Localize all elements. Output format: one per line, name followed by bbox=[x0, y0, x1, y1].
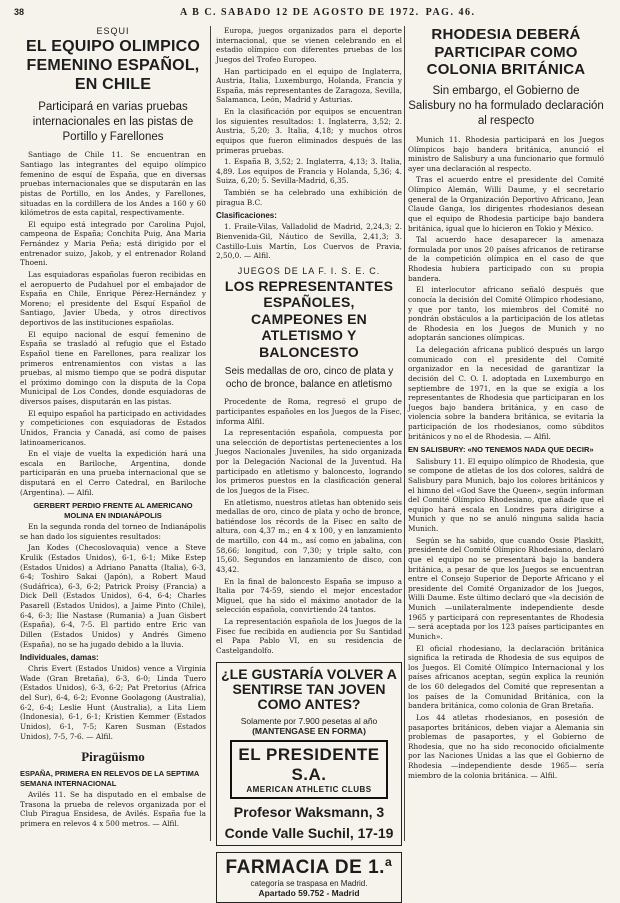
kicker-fisec: JUEGOS DE LA F. I. S. E. C. bbox=[237, 265, 381, 276]
article-paragraph: Han participado en el equipo de Inglaterra, Austria, Italia, Luxemburgo, Holanda, Francia y España, más representantes de Zaragoza, Sevilla, Salamanca, León, Madrid y Asturias. bbox=[216, 66, 402, 105]
article-paragraph: El equipo nacional de esquí femenino de España se trasladó al refugio que el Estado Español tiene en Farellones, para realizar los primeros entrenamientos con vistas a las pruebas, al mismo tiempo que se podrá disputar el próximo domingo con la disputa de la Copa Municipal de Los Condes, donde esquiadoras de diversos países, disputarán en las pistas. bbox=[20, 329, 206, 407]
ad-gym-logo-sub: AMERICAN ATHLETIC CLUBS bbox=[246, 784, 372, 794]
ad-gym-headline: ¿LE GUSTARÍA VOLVER A SENTIRSE TAN JOVEN COMO ANTES? bbox=[221, 665, 397, 713]
article-paragraph: Europa, juegos organizados para el deporte internacional, que se vienen celebrando en el estadio olímpico con diferentes pruebas de los Juegos del Trofeo Europeo. bbox=[216, 26, 402, 64]
label-individuales: Individuales, damas: bbox=[20, 653, 99, 663]
article-paragraph: La representación española, compuesta por una selección de deportistas pertenecientes a los Juegos Nacionales Juveniles, ha sido organizada por la Delegación Nacional de la Juventud. Ha participado en atletismo y baloncesto, logrando los primeros puestos en la clasificación general de los Juegos de la Fisec. bbox=[216, 428, 402, 495]
article-paragraph: Santiago de Chile 11. Se encuentran en Santiago las integrantes del equipo olímpico femenino de esquí de España, que en diversas pruebas internacionales que se disputarán en las pistas de Portillo, en los Andes, y Farellones, situadas en la cordillera de los Andes a 160 y 60 kilómetros de esta capital, respectivamente. bbox=[20, 150, 206, 218]
deck-fisec: Seis medallas de oro, cinco de plata y ocho de bronce, balance en atletismo bbox=[224, 366, 394, 391]
ad-gym-address-1: Profesor Waksmann, 3 bbox=[233, 803, 385, 820]
column-middle bbox=[216, 26, 402, 898]
article-paragraph: Avilés 11. Se ha disputado en el embalse de Trasona la prueba de relevos organizada por el Club Piragua Ensidesa, de Avilés. España fue la primera en relevos 4 x 500 metros. — Alfil. bbox=[20, 789, 206, 828]
article-paragraph: Tal acuerdo hace desaparecer la amenaza formulada por unos 20 países africanos de retirarse de la competición olímpica en el caso de que Rhodesia hubiera participado con su propia bandera. bbox=[408, 235, 604, 283]
column-right bbox=[408, 26, 604, 841]
headline-equipo-olimpico: EL EQUIPO OLIMPICO FEMENINO ESPAÑOL, EN CHILE bbox=[26, 38, 200, 93]
ad-gym-tagline: (MANTENGASE EN FORMA) bbox=[252, 725, 366, 736]
section-title-piraguismo: Piragüismo bbox=[81, 749, 145, 765]
article-paragraph: El oficial rhodesiano, la declaración británica significa la retirada de Rhodesia de sus equipos de los Juegos. El Comité Olímpico Internacional y los países africanos aceptan, según explica la reunión de los 60 delegados del Comité que representan a los países de la Comunidad Británica, con la bandera británica, como colonia de Gran Bretaña. bbox=[408, 643, 604, 711]
article-paragraph: También se ha celebrado una exhibición de piragua B.C. bbox=[216, 188, 402, 207]
ad-farmacia-text: categoría se traspasa en Madrid. bbox=[250, 878, 368, 888]
ad-farmacia-apartado: Apartado 59.752 - Madrid bbox=[258, 887, 360, 898]
subhead-piraguismo: ESPAÑA, PRIMERA EN RELEVOS DE LA SEPTIMA SEMANA INTERNACIONAL bbox=[20, 769, 200, 788]
article-paragraph: La delegación africana publicó después un largo comunicado con el presidente del Comité organizador en la necesidad de garantizar la decisión del C. O. I. adoptada en Luxemburgo en septiembre de 1971, en la que se exigía a los representantes de Rhodesia que participaran en los Juegos bajo bandera británica, y en caso de violencia sobre la bandera británica, se evitaría la participación de los rhodesianos, como súbditos británicos y no el de Rhodesia. — Alfil. bbox=[408, 345, 604, 441]
column-left bbox=[20, 26, 206, 841]
column-rule-2 bbox=[404, 26, 405, 841]
page-header bbox=[180, 7, 475, 18]
article-paragraph: 1. Fraile-Vilas, Valladolid de Madrid, 2,24,3; 2. Bienvenida-Gil, Náutico de Sevilla, 2,41,3; 3. Castillo-Luis Martín, Los Cuervos de Pravia, 2,50,0. — Alfil. bbox=[216, 222, 402, 261]
article-paragraph: Munich 11. Rhodesia participará en los Juegos Olímpicos bajo bandera británica, anunció el ministro de Salisbury a una funcionario que formuló ayer una declaración al respecto. bbox=[408, 134, 604, 173]
article-paragraph: Las esquiadoras españolas fueron recibidas en el aeropuerto de Pudahuel por el embajador de España en Chile, Enrique Pérez-Hernández y Moreno; el presidente del Esquí Español de Santiago, Javier Ubeda, y otros directivos deportivos de las instituciones españolas. bbox=[20, 269, 206, 328]
ad-gym-logo bbox=[230, 740, 388, 799]
article-paragraph: Chris Evert (Estados Unidos) vence a Virginia Wade (Gran Bretaña), 6-3, 6-0; Linda Tuero (Estados Unidos), 6-3, 6-2; Pat Pretorius (Africa del Sur), 6-4, 6-2; Evonne Goolagong (Australia), 6-2, 6-4; Leslie Hunt (Australia), a Lita Liem (Indonesia), 6-1, 6-1; Kristien Kemmer (Estados Unidos), 6-1, 7-5; Karen Susman (Estados Unidos), 7-5, 7-6. — Alfil. bbox=[20, 664, 206, 741]
article-paragraph: Salisbury 11. El equipo olímpico de Rhodesia, que se compone de atletas de los dos colores, saldrá de Salisbury para Munich, bajo los colores británicos y el himno del «God Save the Queen», según informan del Comité Olímpico Rhodesiano, que añade que el equipo hará escala en Londres para dirigirse a Munich y que no se anuló ninguna salida hacia Munich. bbox=[408, 456, 604, 533]
article-paragraph: Los 44 atletas rhodesianos, en posesión de pasaportes británicos, deben viajar a Alemania sin problemas de pasaportes, y el Gobierno de Rhodesia, que no ha sido reconocido oficialmente por las Naciones Unidas a las que el Gobierno de Rhodesia —independiente desde 1965— sería miembro de la colonia británica. — Alfil. bbox=[408, 712, 604, 780]
subhead-tenis: GERBERT PERDIO FRENTE AL AMERICANO MOLINA EN INDIANÁPOLIS bbox=[33, 501, 193, 520]
article-paragraph: La representación española de los Juegos de la Fisec fue recibida en audiencia por Su Santidad el Papa Pablo VI, en su residencia de Castelgandolfo. bbox=[216, 617, 402, 655]
article-paragraph: Procedente de Roma, regresó el grupo de participantes españoles en los Juegos de la Fisec, informa Alfil. bbox=[216, 397, 402, 426]
label-clasificaciones: Clasificaciones: bbox=[216, 211, 277, 221]
ad-gym-logo-name: EL PRESIDENTE S.A. bbox=[238, 744, 380, 784]
article-paragraph: Tras el acuerdo entre el presidente del Comité Olímpico Alemán, Willi Daume, y el secretario general de la Organización Deportivo Africano, Jean Claude Ganga, los dirigentes rhodesianos desean que el equipo de Rhodesia participe bajo bandera británica, igual que lo hicieron en Tokio y México. bbox=[408, 175, 604, 233]
headline-rhodesia: RHODESIA DEBERÁ PARTICIPAR COMO COLONIA BRITÁNICA bbox=[426, 26, 586, 79]
article-paragraph: En el viaje de vuelta la expedición hará una escala en Bariloche, Argentina, donde participarán en una prueba internacional que se disputará en el Cerro Catedral, en Bariloche (Argentina). — Alfil. bbox=[20, 449, 206, 497]
ad-gym-price: Solamente por 7.900 pesetas al año bbox=[240, 715, 378, 726]
article-paragraph: Jan Kodes (Checoslovaquia) vence a Steve Krulik (Estados Unidos), 6-1, 6-1; Mike Estep (Estados Unidos) a Adriano Panatta (Italia), 6-3, 6-4; Toshiro Sakai (Japón), a Robert Maud (Sudáfrica), 6-3, 6-2; Patrick Proisy (Francia) a Dick Dell (Estados Unidos), 6-4, 6-4; Charles Pasarell (Estados Unidos), a Jaime Pinto (Chile), 6-4, 6-3; Ilie Nastase (Rumania) a Juan Gisbert (España), 6-4, 7-5. El partido entre Eric van Dillen (Estados Unidos) y Andrés Gimeno (España), no se ha jugado debido a la lluvia. bbox=[20, 543, 206, 649]
advertisement-farmacia bbox=[216, 852, 402, 903]
article-paragraph: En la final de baloncesto España se impuso a Italia por 74-59, siendo el mejor encestador Miguel, que ha sido el máximo anotador de la selección española, convirtiendo 24 tantos. bbox=[216, 576, 402, 615]
advertisement-gym bbox=[216, 662, 402, 846]
column-rule-1 bbox=[210, 26, 211, 841]
article-paragraph: 1. España B, 3,52; 2. Inglaterra, 4,13; 3. Italia, 4,89. Los equipos de Francia y Holanda, 5,36; 4. Suiza, 6,20; 5. Sevilla-Madrid, 6,35. bbox=[216, 157, 402, 186]
article-paragraph: Según se ha sabido, que cuando Ossie Plaskitt, presidente del Comité Olímpico Rhodesiano, declaró que el equipo no se presentará bajo la bandera británica, a pesar de que los Juegos se encuentran entre el Consejo Superior de Deporte Africano y el presidente del Comité Organizador de los Juegos, Willi Daume. Este último declaró que «la decisión de Munich —unilateralmente independiente desde 1965 y participará con representantes de Rhodesia— será aceptada por los 123 países participantes en Munich». bbox=[408, 535, 604, 641]
kicker-esqui: ESQUI bbox=[96, 26, 130, 36]
article-paragraph: El equipo está integrado por Carolina Pujol, campeona de España; Conchita Puig, Ana Maria Fernández y Maria Peña; está dirigido por el entrenador suizo, Jakob, y el entrenador Roland Thoeni. bbox=[20, 219, 206, 268]
ad-farmacia-headline: FARMACIA DE 1.ª bbox=[225, 856, 393, 878]
deck-rhodesia: Sin embargo, el Gobierno de Salisbury no ha formulado declaración al respecto bbox=[408, 85, 604, 127]
article-paragraph: El equipo español ha participado en actividades y competiciones con esquiadoras de Estados Unidos, Francia y Canadá, así como de países latinoamericanos. bbox=[20, 408, 206, 447]
article-paragraph: En la segunda ronda del torneo de Indianápolis se han dado los siguientes resultados: bbox=[20, 522, 206, 541]
article-paragraph: En la clasificación por equipos se encuentran los siguientes resultados: 1. Inglaterra, 3,52; 2. Austria, 5,20; 3. Italia, 4,18; y muchos otros equipos que fueron eliminados después de las primeras pruebas. bbox=[216, 107, 402, 155]
deck-equipo-olimpico: Participará en varias pruebas internacionales en las pistas de Portillo y Farellones bbox=[32, 100, 194, 143]
header-page-label: PAG. 46. bbox=[425, 7, 476, 18]
page-number: 38 bbox=[14, 7, 25, 17]
article-paragraph: En atletismo, nuestros atletas han obtenido seis medallas de oro, cinco de plata y ocho de bronce, batiéndose los récords de la Fisec en salto de altura, con 4,37 m.; en 4 x 100, y en lanzamiento de martillo, con 44 m., así como en jabalina, con 58,66; longitud, con 7,30; y triple salto, con 15,60. Segundos en lanzamiento de disco, con 43,42. bbox=[216, 497, 402, 574]
article-paragraph: El interlocutor africano señaló después que conocía la decisión del Comité Olímpico rhodesiano, y que por tanto, los miembros del Comité no pondrán obstáculos a la participación de los atletas de Rhodesia en los Juegos de Munich y no adoptarán sanciones olímpicas. bbox=[408, 285, 604, 343]
header-date: A B C. SABADO 12 DE AGOSTO DE 1972. bbox=[180, 7, 420, 18]
ad-gym-address-2: Conde Valle Suchil, 17-19 bbox=[224, 824, 394, 841]
headline-fisec: LOS REPRESENTANTES ESPAÑOLES, CAMPEONES EN ATLETISMO Y BALONCESTO bbox=[224, 277, 394, 360]
subhead-salisbury: EN SALISBURY: «NO TENEMOS NADA QUE DECIR» bbox=[408, 445, 594, 455]
